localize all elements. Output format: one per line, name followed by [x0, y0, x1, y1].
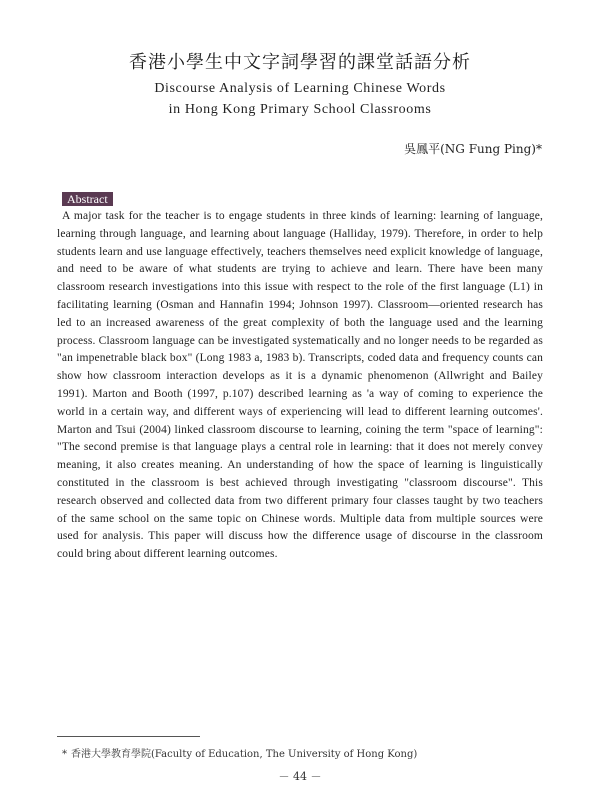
abstract-paragraph: A major task for the teacher is to engage students in three kinds of learning: learning of language, learning through language, and learning about language (Halliday, 1979). Therefore, in order to help students learn and use language effectively, teachers themselves need explicit knowledge of language, and need to be aware of what students are trying to achieve and learn. There have been many classroom research investigations into this issue with respect to the role of the first language (L1) in facilitating learning (Osman and Hannafin 1994; Johnson 1997). Classroom—oriented research has led to an increased awareness of the great complexity of both the language used and the learning process. Classroom language can be investigated systematically and no longer needs to be regarded as "an impenetrable black box" (Long 1983 a, 1983 b). Transcripts, coded data and frequency counts can show how classroom interaction develops as it is a dynamic phenomenon (Allwright and Bailey 1991). Marton and Booth (1997, p.107) described learning as 'a way of coming to experience the world in a certain way, and different ways of experiencing will lead to different learning outcomes'. Marton and Tsui (2004) linked classroom discourse to learning, coining the term "space of learning": "The second premise is that language plays a central role in learning: that it does not merely convey meaning, it also creates meaning. An understanding of how the space of learning is linguistically constituted in the classroom is best achieved through investigating "classroom discourse". This research observed and collected data from two different primary four classes taught by two teachers of the same school on the same topic on Chinese words. Multiple data from multiple sources were used for analysis. This paper will discuss how the difference usage of discourse in the classroom could bring about different learning outcomes.: [57, 210, 543, 561]
title-english-line-1: Discourse Analysis of Learning Chinese Words: [154, 81, 446, 96]
author-name: 吳鳳平(NG Fung Ping)*: [404, 142, 542, 156]
footnote: [62, 745, 417, 760]
page-number: － 44 －: [278, 770, 322, 783]
footnote-mark: *: [62, 749, 67, 760]
abstract-body: [57, 208, 543, 564]
title-english: [0, 78, 600, 120]
abstract-heading: Abstract: [62, 192, 113, 206]
footnote-divider: [57, 736, 200, 737]
footnote-text: 香港大學教育學院(Faculty of Education, The University of Hong Kong): [71, 749, 418, 760]
title-chinese: 香港小學生中文字詞學習的課堂話語分析: [129, 52, 471, 73]
title-english-line-2: in Hong Kong Primary School Classrooms: [168, 102, 432, 117]
